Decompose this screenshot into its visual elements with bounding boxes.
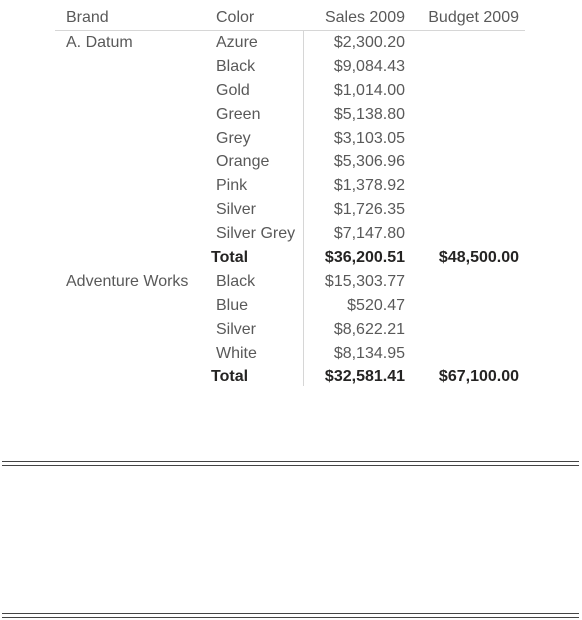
color-cell: Black [216,57,256,75]
color-cell: Azure [216,34,258,51]
table-row [55,150,525,174]
budget-cell: $67,100.00 [438,368,519,386]
table-row [55,342,525,366]
column-divider [303,30,304,386]
section-divider-top [2,461,579,466]
table-row [55,174,525,198]
table-row [55,103,525,127]
header-sales-2009[interactable]: Sales 2009 [324,9,405,26]
color-cell: Grey [216,129,251,147]
table-row [55,294,525,318]
sales-cell: $5,138.80 [333,105,405,123]
sales-cell: $3,103.05 [333,129,405,147]
header-row [55,6,525,31]
color-cell: Black [216,272,256,290]
table-row [55,222,525,246]
section-divider-bottom [2,613,579,618]
table-body [55,31,525,389]
sales-cell: $15,303.77 [324,272,405,290]
table-total-row [55,246,525,270]
sales-cell: $1,014.00 [333,81,405,99]
color-cell: Gold [216,81,250,99]
color-cell: Silver Grey [216,225,296,243]
sales-cell: $32,581.41 [324,368,405,386]
table-row [55,55,525,79]
sales-cell: $7,147.80 [333,225,405,243]
header-budget-2009[interactable]: Budget 2009 [428,9,519,26]
table-row [55,127,525,151]
color-cell: Orange [216,153,270,171]
color-cell: Silver [216,320,257,338]
table-row [55,31,525,55]
color-cell: Total [211,368,249,386]
sales-cell: $1,378.92 [333,177,405,195]
header-brand[interactable]: Brand [66,9,109,26]
color-cell: Pink [216,177,248,195]
color-cell: White [216,344,257,362]
table-total-row [55,365,525,389]
sales-cell: $5,306.96 [333,153,405,171]
brand-cell: Adventure Works [66,272,189,290]
sales-cell: $1,726.35 [333,201,405,219]
budget-cell: $48,500.00 [438,249,519,267]
sales-cell: $2,300.20 [333,34,405,51]
color-cell: Green [216,105,261,123]
color-cell: Silver [216,201,257,219]
sales-cell: $36,200.51 [324,249,405,267]
table-row [55,79,525,103]
header-color[interactable]: Color [216,9,255,26]
sales-cell: $9,084.43 [333,57,405,75]
color-cell: Blue [216,296,249,314]
color-cell: Total [211,249,249,267]
sales-cell: $8,134.95 [333,344,405,362]
matrix-table [55,6,525,389]
sales-cell: $8,622.21 [333,320,405,338]
brand-cell: A. Datum [66,34,133,51]
table-row [55,318,525,342]
sales-cell: $520.47 [347,296,405,314]
table-row [55,270,525,294]
table-row [55,198,525,222]
